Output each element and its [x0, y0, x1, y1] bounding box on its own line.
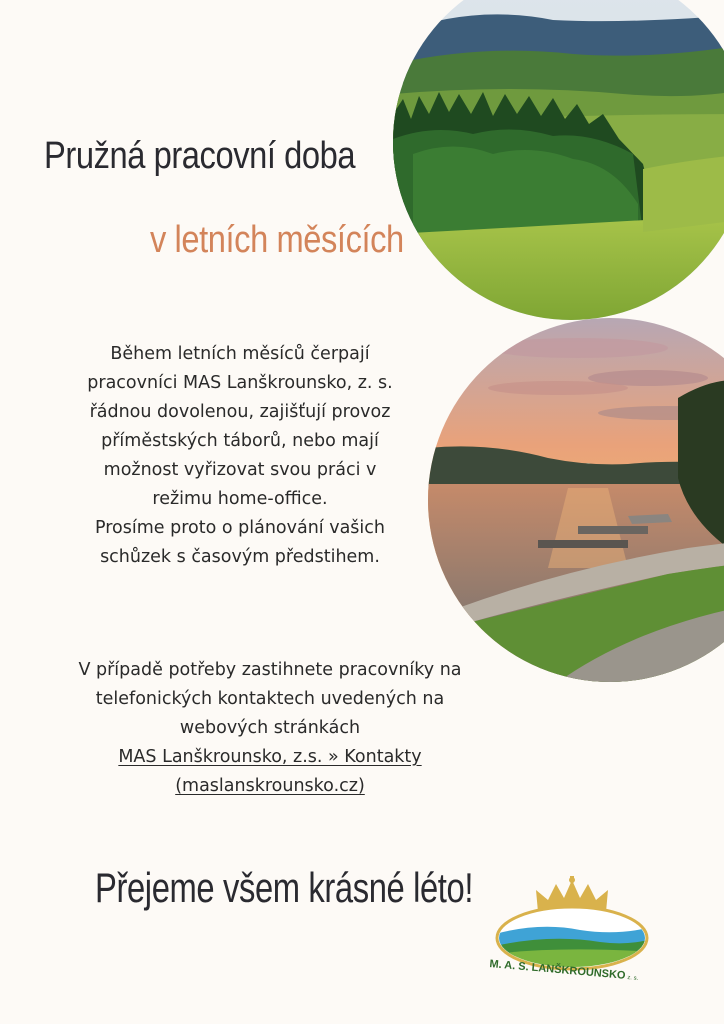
contacts-link[interactable]: MAS Lanškrounsko, z.s. » Kontakty	[118, 747, 422, 767]
info-paragraph	[40, 340, 440, 572]
logo-text: M. A. S. LANŠKROUNSKOz. s.	[488, 958, 639, 982]
contact-line: V případě potřeby zastihnete pracovníky na	[78, 660, 462, 680]
info-line: příměstských táborů, nebo mají	[101, 431, 379, 451]
info-line: možnost vyřizovat svou práci v	[103, 460, 377, 480]
info-line: Během letních měsíců čerpají	[110, 344, 370, 364]
landscape-photo	[393, 0, 724, 320]
info-line: pracovníci MAS Lanškrounsko, z. s.	[87, 373, 393, 393]
website-link[interactable]: (maslanskrounsko.cz)	[175, 776, 365, 796]
heading-title: Pružná pracovní doba	[44, 135, 356, 177]
contact-line: telefonických kontaktech uvedených na	[95, 689, 445, 709]
info-line: řádnou dovolenou, zajišťují provoz	[89, 402, 391, 422]
info-line: schůzek s časovým předstihem.	[100, 547, 380, 567]
contact-line: webových stránkách	[179, 718, 361, 738]
contact-paragraph	[40, 656, 500, 801]
closing-greeting: Přejeme všem krásné léto!	[95, 864, 474, 911]
heading-subtitle: v letních měsících	[150, 219, 404, 261]
info-line: režimu home-office.	[152, 489, 328, 509]
lake-sunset-photo	[428, 318, 724, 682]
info-line: Prosíme proto o plánování vašich	[94, 518, 385, 538]
mas-lanskrounsko-logo	[470, 876, 670, 988]
